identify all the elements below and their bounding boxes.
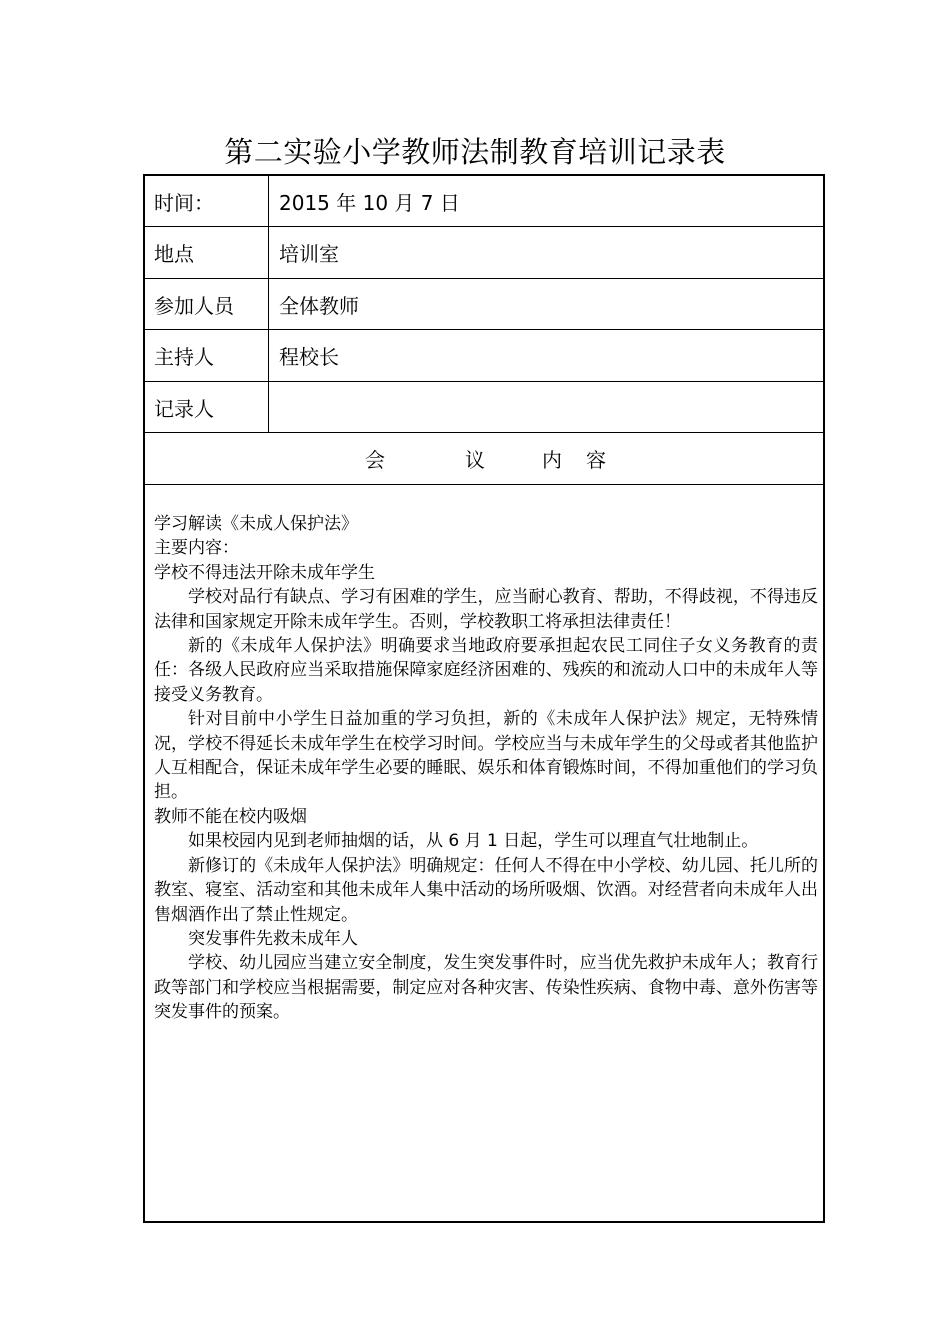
header-char-2: 议: [465, 448, 485, 472]
row-location: [145, 227, 823, 279]
header-char-4: 容: [586, 448, 606, 472]
meeting-content-header: [145, 433, 823, 485]
content-paragraph: 新修订的《未成年人保护法》明确规定：任何人不得在中小学校、幼儿园、托儿所的教室、寝室、活动室和其他未成年人集中活动的场所吸烟、饮酒。对经营者向未成年人出售烟酒作出了禁止性规定。: [154, 855, 818, 925]
header-char-3: 内: [542, 448, 562, 472]
meeting-content: [154, 512, 818, 1025]
row-time: [145, 176, 823, 227]
value-location: 培训室: [279, 242, 339, 266]
label-location: 地点: [145, 227, 269, 278]
value-participants: 全体教师: [279, 293, 359, 318]
content-paragraph: 学校、幼儿园应当建立安全制度，发生突发事件时，应当优先救护未成年人；教育行政等部门和学校应当根据需要，制定应对各种灾害、传染性疾病、食物中毒、意外伤害等突发事件的预案。: [154, 953, 818, 1023]
content-main-label: 主要内容：: [154, 538, 239, 559]
content-heading-3: 突发事件先救未成年人: [188, 928, 358, 949]
value-recorder: [279, 382, 823, 432]
content-paragraph: 新的《未成年人保护法》明确要求当地政府要承担起农民工同住子女义务教育的责任：各级人民政府应当采取措施保障家庭经济困难的、残疾的和流动人口中的未成年人等接受义务教育。: [154, 636, 818, 705]
label-recorder: 记录人: [145, 382, 269, 432]
record-table: [143, 174, 825, 1223]
content-heading-1: 学校不得违法开除未成年学生: [154, 562, 375, 583]
content-paragraph: 如果校园内见到老师抽烟的话，从 6 月 1 日起，学生可以理直气壮地制止。: [188, 831, 759, 852]
content-paragraph: 学校对品行有缺点、学习有困难的学生，应当耐心教育、帮助，不得歧视，不得违反法律和国家规定开除未成年学生。否则，学校教职工将承担法律责任！: [154, 587, 818, 632]
header-char-1: 会: [365, 448, 385, 472]
content-heading-2: 教师不能在校内吸烟: [154, 806, 307, 827]
content-paragraph: 针对目前中小学生日益加重的学习负担，新的《未成年人保护法》规定，无特殊情况，学校不得延长未成年学生在校学习时间。学校应当与未成年学生的父母或者其他监护人互相配合，保证未成年学生必要的睡眠、娱乐和体育锻炼时间，不得加重他们的学习负担。: [154, 709, 818, 803]
row-host: [145, 330, 823, 382]
label-host: 主持人: [145, 330, 269, 381]
row-recorder: [145, 382, 823, 433]
value-host: 程校长: [279, 345, 339, 369]
document-title: 第二实验小学教师法制教育培训记录表: [224, 135, 726, 169]
label-time: 时间：: [145, 176, 269, 226]
content-topic: 学习解读《未成人保护法》: [154, 514, 358, 534]
row-participants: [145, 279, 823, 330]
label-participants: 参加人员: [145, 279, 269, 329]
value-time: 2015 年 10 月 7 日: [279, 190, 460, 215]
